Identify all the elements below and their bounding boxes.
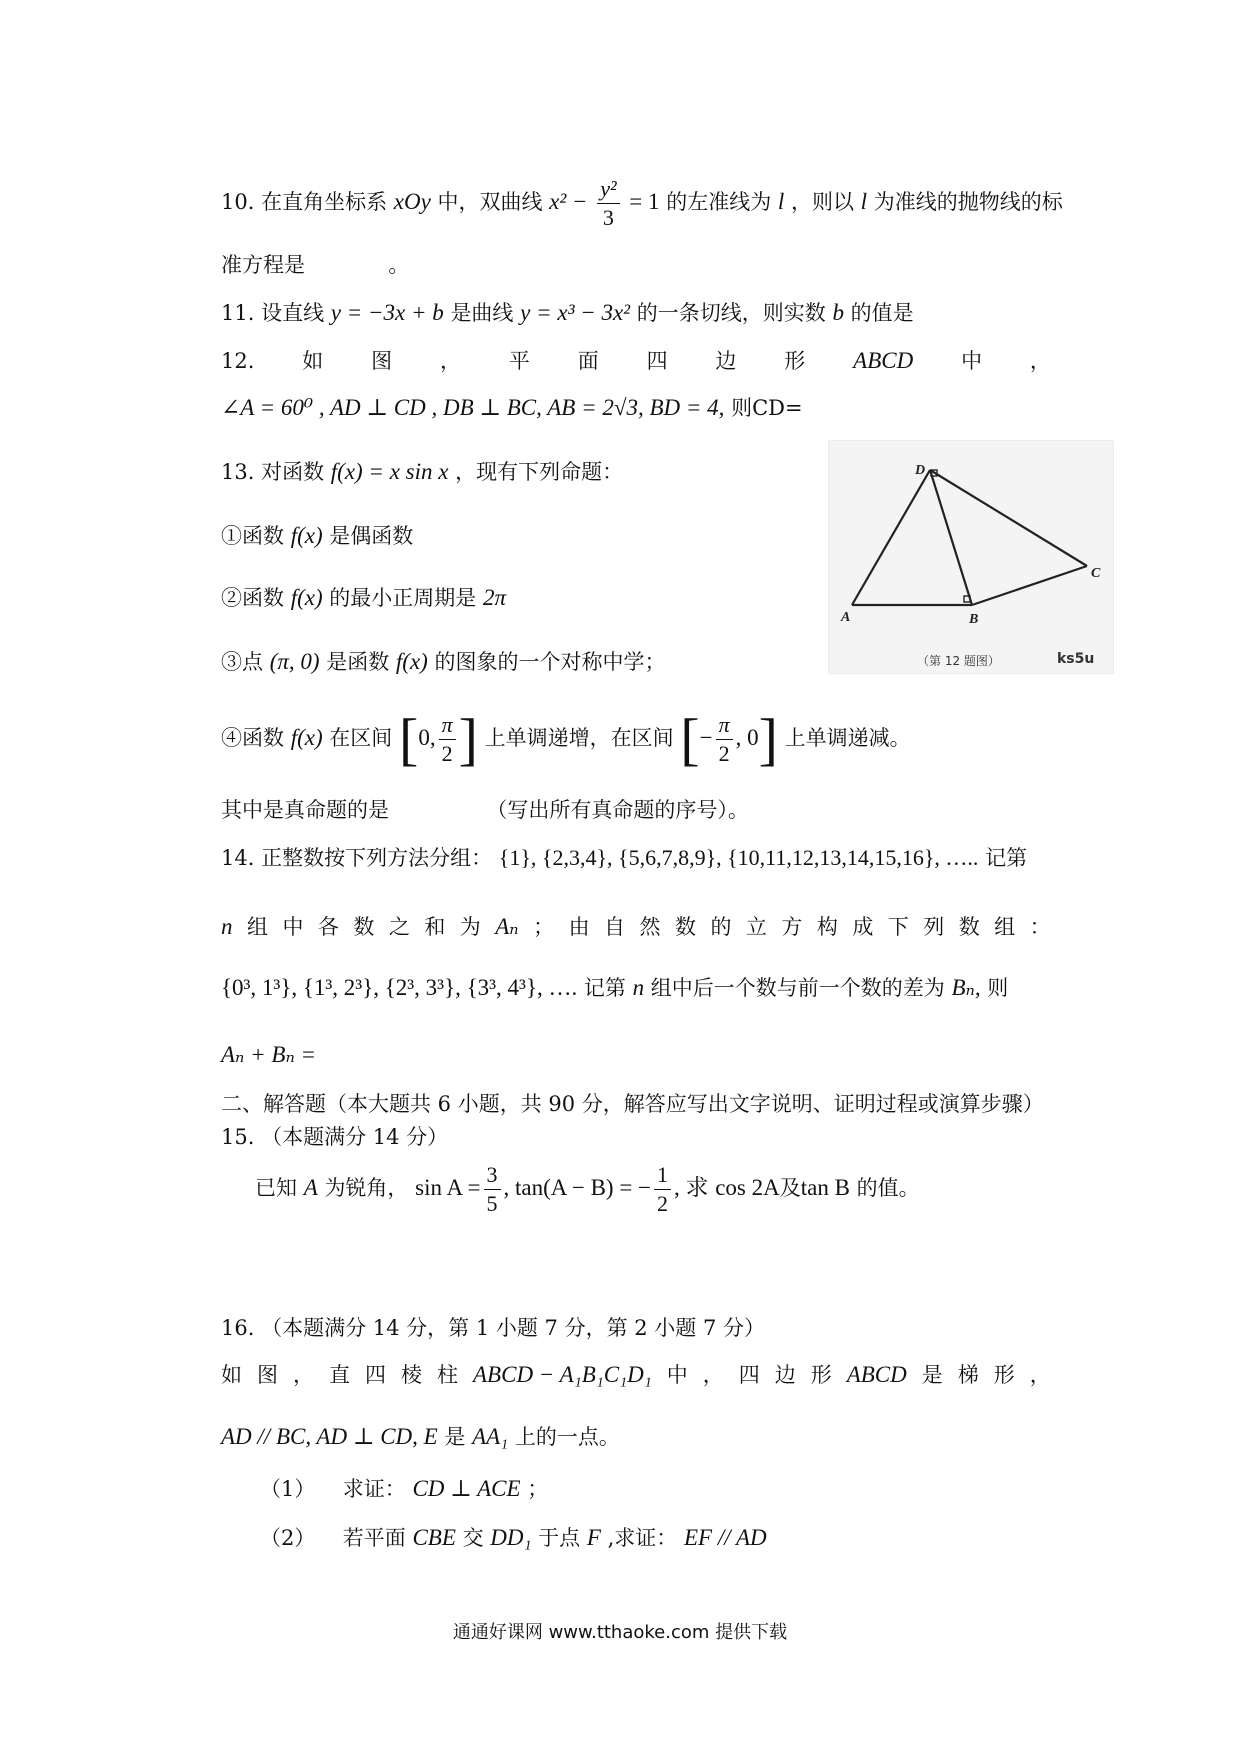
q14-groups: {1}, {2,3,4}, {5,6,7,8,9}, {10,11,12,13,14,15,16}, …..: [498, 845, 979, 870]
word: ABCD: [846, 1362, 907, 1387]
word: 四: [365, 1363, 386, 1387]
q14-line2: [221, 912, 1051, 942]
q10-text: 10. 在直角坐标系: [221, 190, 388, 214]
word: ，: [293, 1363, 314, 1387]
q10-equation-left: x² −: [549, 189, 588, 214]
word: 边: [774, 1363, 796, 1387]
q10-text: ，则以: [790, 190, 854, 214]
q16-sub-1: （1） 求证： CD ⊥ ACE ；: [260, 1476, 549, 1501]
figure-caption: （第 12 题图）: [917, 654, 1000, 668]
q14-line1: 14. 正整数按下列方法分组： {1}, {2,3,4}, {5,6,7,8,9}, {10,11,12,13,14,15,16}, ….. 记第: [221, 845, 1028, 870]
q12-conditions: ∠A = 60⁰ , AD ⊥ CD , DB ⊥ BC, AB = 2√3, BD = 4,: [221, 395, 725, 420]
word: 的: [710, 915, 732, 939]
word: 成: [852, 915, 874, 939]
word: 四: [738, 1363, 760, 1387]
q10-text: 中，双曲线: [437, 190, 543, 214]
word: 是: [921, 1363, 943, 1387]
word: ：: [1029, 915, 1051, 939]
word: ，: [702, 1363, 724, 1387]
q16-header: 16. （本题满分 14 分，第 1 小题 7 分，第 2 小题 7 分）: [221, 1316, 765, 1340]
q13-item-1: ①函数 f(x) 是偶函数: [221, 523, 414, 548]
q12-line2: ∠A = 60⁰ , AD ⊥ CD , DB ⊥ BC, AB = 2√3, BD = 4, 则CD=: [221, 395, 803, 420]
word: 构: [816, 915, 838, 939]
q13-intro: 13. 对函数 f(x) = x sin x ，现有下列命题：: [221, 459, 624, 484]
word: 形: [810, 1363, 832, 1387]
quadrilateral-diagram: [829, 441, 1113, 673]
word: 之: [388, 915, 410, 939]
edge-BC: [972, 566, 1087, 605]
footer-credit: 通通好课网 www.tthaoke.com 提供下载: [452, 1622, 788, 1643]
word: 柱: [437, 1363, 458, 1387]
word: 边: [715, 349, 737, 373]
word: 如: [302, 349, 324, 373]
q16-line1: [221, 1360, 1051, 1390]
pi-over-two: $\frac{\pi}{2}$: [716, 714, 733, 765]
word: 形: [784, 349, 806, 373]
label-B: B: [969, 612, 979, 627]
word: 组: [994, 915, 1016, 939]
q11-curve-equation: y = x³ − 3x²: [520, 300, 631, 325]
word: 数: [353, 915, 375, 939]
pi-over-two: $\frac{\pi}{2}$: [439, 714, 456, 765]
word: 由: [568, 915, 590, 939]
word: 棱: [401, 1363, 422, 1387]
watermark: ks5u: [1057, 651, 1095, 667]
label-A: A: [841, 610, 851, 625]
word: ABCD: [853, 348, 914, 373]
q11-line: 11. 设直线 y = −3x + b 是曲线 y = x³ − 3x² 的一条切线，则实数 b 的值是: [221, 300, 914, 325]
word: 图: [371, 349, 393, 373]
word: 组: [246, 915, 268, 939]
q12-figure: [828, 440, 1114, 674]
word: 形: [993, 1363, 1015, 1387]
q12-line1: [221, 346, 1051, 376]
fraction-1-2: $\frac{1}{2}$: [654, 1164, 671, 1215]
word: 梯: [957, 1363, 979, 1387]
word: 中: [961, 349, 983, 373]
q14-line3: {0³, 1³}, {1³, 2³}, {2³, 3³}, {3³, 4³}, …. 记第 n 组中后一个数与前一个数的差为 Bₙ, 则: [221, 975, 1009, 1000]
q14-line4: [221, 1040, 316, 1070]
q14-cube-groups: {0³, 1³}, {1³, 2³}, {2³, 3³}, {3³, 4³}, ….: [221, 975, 578, 1000]
word: 立: [745, 915, 767, 939]
word: 方: [781, 915, 803, 939]
word: ；: [533, 915, 555, 939]
q10-coord-system: xOy: [393, 189, 431, 214]
word: 平: [508, 349, 530, 373]
word: ，: [1029, 1363, 1051, 1387]
word: 自: [604, 915, 626, 939]
q10-text: 为准线的抛物线的标: [873, 190, 1063, 214]
edge-DC: [930, 470, 1087, 566]
q13-function: f(x) = x sin x: [330, 459, 449, 484]
word: 数: [674, 915, 696, 939]
q14-expression: Aₙ + Bₙ =: [221, 1042, 317, 1067]
q13-answer-line: 其中是真命题的是 （写出所有真命题的序号）。: [221, 798, 749, 822]
q15-body: 已知 A 为锐角， sin A = $\frac{3}{5}$ , tan(A − B) = − $\frac{1}{2}$ , 求 cos 2A及tan B 的值。: [255, 1162, 920, 1216]
fraction-3-5: $\frac{3}{5}$: [484, 1164, 501, 1215]
edge-DB: [930, 470, 972, 605]
word: ABCD − A₁B₁C₁D₁: [473, 1362, 652, 1387]
q11-line-equation: y = −3x + b: [330, 300, 444, 325]
word: 各: [317, 915, 339, 939]
word: 数: [958, 915, 980, 939]
label-D: D: [915, 463, 926, 478]
section-header: 二、解答题（本大题共 6 小题，共 90 分，解答应写出文字说明、证明过程或演算步骤）: [221, 1092, 1044, 1116]
q10-line2: 准方程是 。: [221, 253, 410, 277]
q13-item-3: ③点 (π, 0) 是函数 f(x) 的图象的一个对称中学；: [221, 649, 666, 674]
word: 直: [329, 1363, 350, 1387]
word: 下: [887, 915, 909, 939]
word: 然: [639, 915, 661, 939]
q10-line1: 10. 在直角坐标系 xOy 中，双曲线 x² − $\frac{\text{y²}}{3}$ = 1 的左准线为 l ，则以 l 为准线的抛物线的标: [221, 176, 1063, 230]
word: ，: [1029, 349, 1051, 373]
word: 四: [646, 349, 668, 373]
word: 和: [424, 915, 446, 939]
word: 面: [577, 349, 599, 373]
word: 列: [923, 915, 945, 939]
word: 如: [221, 1363, 242, 1387]
word: 为: [459, 915, 481, 939]
q15-header: 15. （本题满分 14 分）: [221, 1125, 449, 1149]
label-C: C: [1091, 566, 1101, 581]
q10-equation-right: = 1: [629, 189, 660, 214]
q13-item-2: ②函数 f(x) 的最小正周期是 2π: [221, 585, 507, 610]
q10-fraction: $\frac{\text{y²}}{3}$: [597, 178, 619, 229]
word: 图: [257, 1363, 278, 1387]
q16-line2: AD // BC, AD ⊥ CD, E 是 AA₁ 上的一点。: [221, 1424, 620, 1449]
word: 12.: [221, 349, 255, 373]
word: 中: [666, 1363, 688, 1387]
word: 中: [282, 915, 304, 939]
word: Aₙ: [495, 914, 519, 939]
q10-text: 准方程是: [221, 253, 305, 277]
q16-sub-2: （2） 若平面 CBE 交 DD₁ 于点 F ,求证： EF // AD: [260, 1525, 767, 1550]
q13-item-4: ④函数 f(x) 在区间 [0, $\frac{\pi}{2}$ ] 上单调递增，在区间 [− $\frac{\pi}{2}$ , 0] 上单调递减。: [221, 706, 911, 772]
q10-text: 的左准线为: [666, 190, 772, 214]
word: n: [221, 914, 233, 939]
word: ，: [439, 349, 461, 373]
edge-AD: [852, 470, 930, 605]
